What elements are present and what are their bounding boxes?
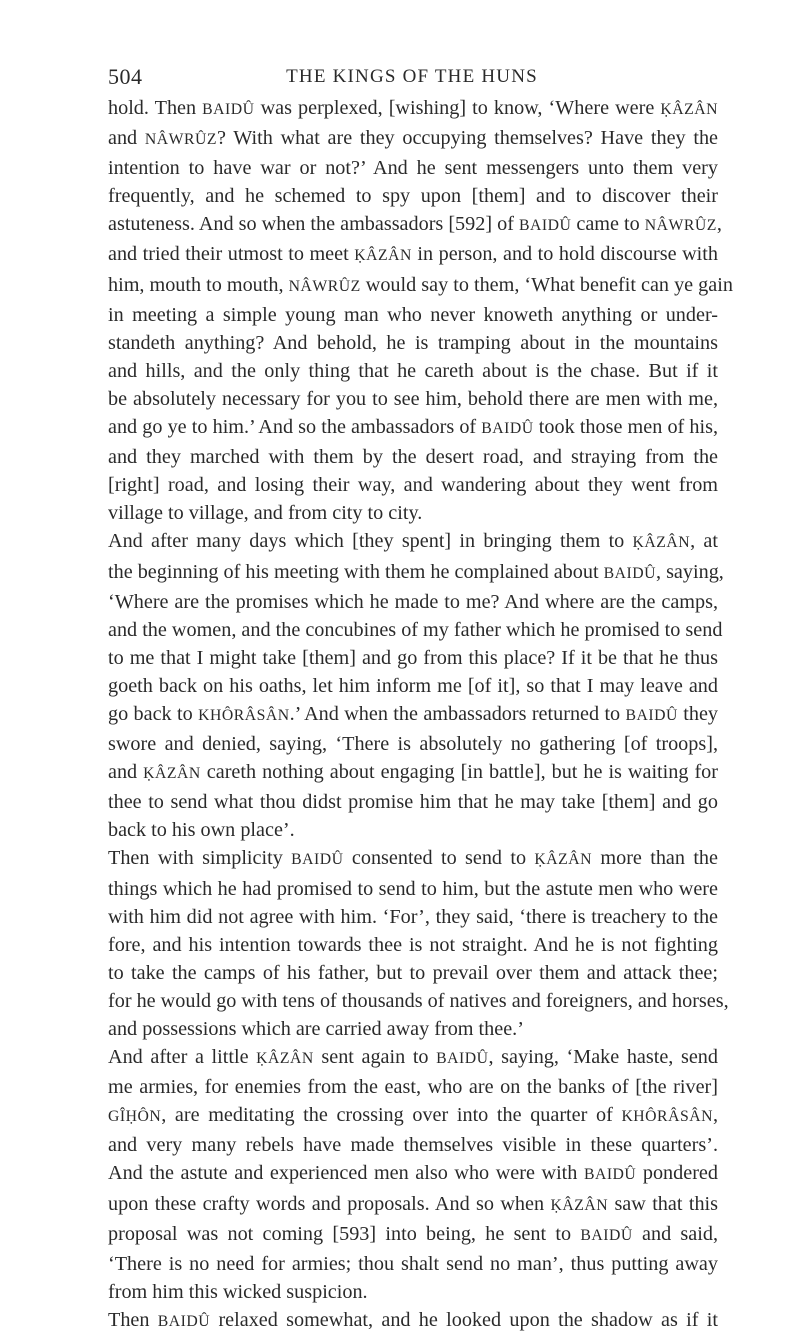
text-line: back to his own place’. (108, 819, 295, 842)
text-line: goeth back on his oaths, let him inform me [of it], so that I may leave and (108, 674, 718, 697)
text-line: and ḲÂZÂN careth nothing about engaging [in battle], but he is waiting for (108, 761, 718, 784)
text-line: things which he had promised to send to him, but the astute men who were (108, 877, 718, 900)
text-line: Then BAIDÛ relaxed somewhat, and he looked upon the shadow as if it (108, 1308, 718, 1331)
body-text (108, 94, 733, 1336)
text-line: and the women, and the concubines of my father which he promised to send (108, 618, 723, 641)
text-line: for he would go with tens of thousands of natives and foreigners, and horses, (108, 989, 729, 1012)
text-line: to take the camps of his father, but to prevail over them and attack thee; (108, 961, 718, 984)
text-line: and tried their utmost to meet ḲÂZÂN in person, and to hold discourse with (108, 243, 718, 266)
page-number: 504 (108, 64, 143, 89)
text-line: hold. Then BAIDÛ was perplexed, [wishing] to know, ‘Where were ḲÂZÂN (108, 97, 718, 119)
text-line: [right] road, and losing their way, and wandering about they went from (108, 474, 718, 497)
text-line: And after many days which [they spent] in bringing them to ḲÂZÂN, at (108, 530, 718, 553)
text-line: village to village, and from city to city. (108, 502, 423, 525)
text-line: proposal was not coming [593] into being, he sent to BAIDÛ and said, (108, 1222, 719, 1245)
text-line: be absolutely necessary for you to see him, behold there are men with me, (108, 387, 718, 410)
text-line: frequently, and he schemed to spy upon [them] and to discover their (108, 185, 718, 208)
running-head: THE KINGS OF THE HUNS (286, 66, 538, 87)
text-line: and very many rebels have made themselves visible in these quarters’. (108, 1134, 718, 1157)
text-line: ‘Where are the promises which he made to me? And where are the camps, (108, 590, 718, 613)
text-line: standeth anything? And behold, he is tramping about in the mountains (108, 331, 718, 354)
text-line: intention to have war or not?’ And he sent messengers unto them very (108, 157, 718, 180)
text-line: and NÂWRÛZ? With what are they occupying themselves? Have they the (108, 127, 718, 150)
text-line: to me that I might take [them] and go from this place? If it be that he thus (108, 646, 718, 669)
text-line: fore, and his intention towards thee is not straight. And he is not fighting (108, 933, 718, 956)
text-line: thee to send what thou didst promise him that he may take [them] and go (108, 791, 718, 814)
text-line: with him did not agree with him. ‘For’, they said, ‘there is treachery to the (108, 905, 718, 928)
text-line: from him this wicked suspicion. (108, 1280, 368, 1303)
text-line: and possessions which are carried away from thee.’ (108, 1018, 524, 1040)
text-line: upon these crafty words and proposals. And so when ḲÂZÂN saw that this (108, 1192, 719, 1215)
text-line: and go ye to him.’ And so the ambassadors of BAIDÛ took those men of his, (108, 416, 718, 439)
text-line: ‘There is no need for armies; thou shalt send no man’, thus putting away (108, 1252, 718, 1275)
text-line: And the astute and experienced men also who were with BAIDÛ pondered (108, 1162, 718, 1185)
page-header (108, 64, 716, 92)
text-line: him, mouth to mouth, NÂWRÛZ would say to them, ‘What benefit can ye gain (108, 273, 733, 296)
text-line: astuteness. And so when the ambassadors [592] of BAIDÛ came to NÂWRÛZ, (108, 213, 722, 236)
text-line: go back to KHÔRÂSÂN.’ And when the ambassadors returned to BAIDÛ they (108, 702, 719, 725)
text-line: And after a little ḲÂZÂN sent again to BAIDÛ, saying, ‘Make haste, send (108, 1046, 718, 1069)
text-line: the beginning of his meeting with them he complained about BAIDÛ, saying, (108, 560, 724, 583)
text-line: and hills, and the only thing that he careth about is the chase. But if it (108, 359, 718, 382)
text-line: and they marched with them by the desert road, and straying from the (108, 446, 718, 469)
text-line: Then with simplicity BAIDÛ consented to send to ḲÂZÂN more than the (108, 847, 718, 870)
text-line: swore and denied, saying, ‘There is absolutely no gathering [of troops], (108, 733, 718, 756)
text-line: me armies, for enemies from the east, who are on the banks of [the river] (108, 1076, 718, 1099)
text-line: in meeting a simple young man who never knoweth anything or under- (108, 303, 718, 326)
text-line: GÎḤÔN, are meditating the crossing over into the quarter of KHÔRÂSÂN, (108, 1104, 718, 1127)
